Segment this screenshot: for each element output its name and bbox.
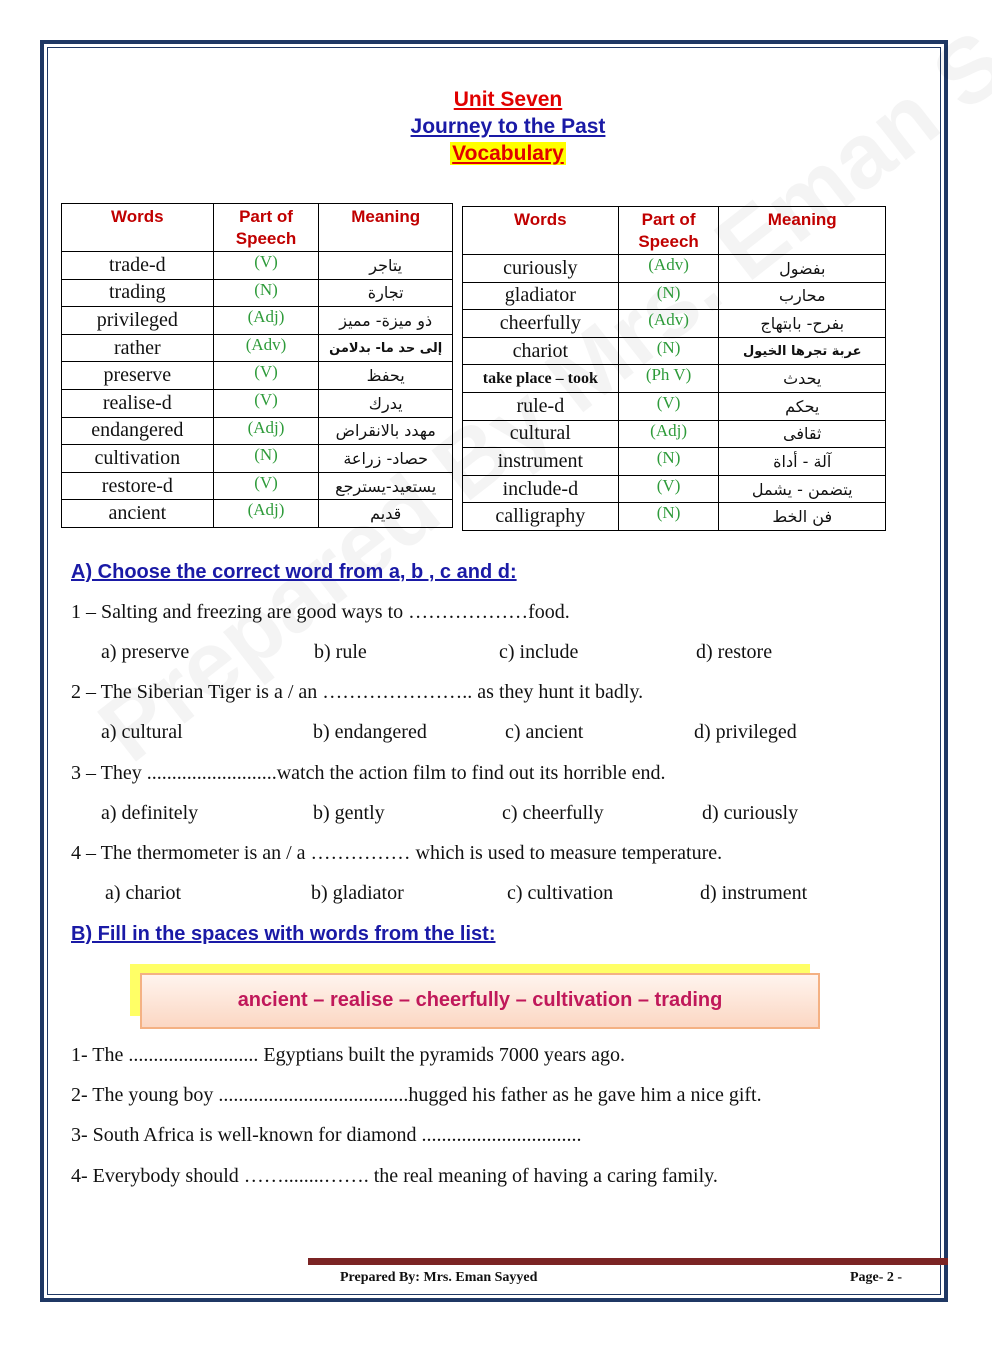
col-header-pos: Part of Speech: [618, 207, 719, 255]
vocab-pos: (N): [618, 448, 719, 476]
vocab-pos: (V): [618, 392, 719, 420]
vocab-word: curiously: [463, 255, 619, 283]
vocab-pos: (V): [213, 389, 319, 417]
q4-option-d: d) instrument: [700, 882, 808, 904]
vocab-pos: (Adj): [213, 500, 319, 528]
vocab-row: [463, 503, 886, 531]
vocab-pos: (N): [618, 337, 719, 365]
vocab-meaning: آلة - أداة: [719, 448, 886, 476]
vocab-meaning: يدرك: [319, 389, 453, 417]
question-2: 2 – The Siberian Tiger is a / an ………………….. as they hunt it badly.: [71, 681, 644, 703]
vocab-row: [62, 472, 453, 500]
vocab-meaning: يتضمن - يشمل: [719, 475, 886, 503]
vocab-pos: (Adv): [618, 310, 719, 338]
q2-option-d: d) privileged: [694, 721, 797, 743]
vocab-pos: (Ph V): [618, 365, 719, 393]
vocab-word: privileged: [62, 307, 214, 335]
q1-option-c: c) include: [499, 641, 579, 663]
col-header-words: Words: [62, 204, 214, 252]
vocab-meaning: يستعيد-يسترجع: [319, 472, 453, 500]
vocab-pos: (Adj): [213, 417, 319, 445]
q1-option-d: d) restore: [696, 641, 773, 663]
vocab-meaning: بفضول: [719, 255, 886, 283]
vocab-meaning: محارب: [719, 282, 886, 310]
vocab-row: [463, 282, 886, 310]
col-header-words: Words: [463, 207, 619, 255]
vocab-word: chariot: [463, 337, 619, 365]
vocab-meaning: ثقافى: [719, 420, 886, 448]
vocab-meaning: يحفظ: [319, 362, 453, 390]
section-b-title: B) Fill in the spaces with words from the list:: [71, 923, 496, 945]
q3-option-b: b) gently: [313, 802, 385, 824]
question-1: 1 – Salting and freezing are good ways to ………………food.: [71, 601, 570, 623]
vocab-row: [62, 445, 453, 473]
vocab-word: take place – took: [463, 365, 619, 393]
vocab-row: [463, 392, 886, 420]
vocab-row: [463, 337, 886, 365]
vocab-meaning: يتاجر: [319, 252, 453, 280]
vocab-meaning: يحدث: [719, 365, 886, 393]
vocab-word: rather: [62, 334, 214, 362]
vocab-meaning: حصاد- زراعة: [319, 445, 453, 473]
vocab-row: [463, 255, 886, 283]
vocab-word: rule-d: [463, 392, 619, 420]
vocab-meaning: فن الخط: [719, 503, 886, 531]
vocab-pos: (Adj): [618, 420, 719, 448]
page-header: [0, 86, 992, 167]
vocab-word: calligraphy: [463, 503, 619, 531]
footer-page-number: Page- 2 -: [850, 1270, 903, 1285]
vocab-word: instrument: [463, 448, 619, 476]
vocab-word: trading: [62, 279, 214, 307]
vocab-word: restore-d: [62, 472, 214, 500]
fill-sentence-2: 2- The young boy ......................................hugged his father as he gave him a nice gift.: [71, 1084, 762, 1106]
lesson-title: Journey to the Past: [410, 115, 606, 138]
vocab-row: [62, 417, 453, 445]
vocab-table-right: [462, 206, 886, 531]
q2-option-a: a) cultural: [101, 721, 183, 743]
vocab-pos: (N): [213, 445, 319, 473]
vocab-row: [62, 362, 453, 390]
vocab-meaning: مهدد بالانقراض: [319, 417, 453, 445]
vocab-row: [463, 448, 886, 476]
q2-option-c: c) ancient: [505, 721, 584, 743]
vocab-meaning: بفرح- بابتهاج: [719, 310, 886, 338]
vocab-meaning: عربة تجرها الخيول: [719, 337, 886, 365]
vocab-word: cultural: [463, 420, 619, 448]
q1-option-b: b) rule: [314, 641, 367, 663]
vocab-row: [62, 500, 453, 528]
vocab-word: gladiator: [463, 282, 619, 310]
q4-option-c: c) cultivation: [507, 882, 614, 904]
vocab-row: [463, 420, 886, 448]
question-3: 3 – They ..........................watch the action film to find out its horrible end.: [71, 762, 666, 784]
fill-sentence-1: 1- The .......................... Egyptians built the pyramids 7000 years ago.: [71, 1044, 625, 1066]
vocab-pos: (V): [213, 472, 319, 500]
vocab-row: [463, 365, 886, 393]
vocab-table-left: [61, 203, 453, 528]
vocab-meaning: تجارة: [319, 279, 453, 307]
vocab-word: ancient: [62, 500, 214, 528]
vocab-pos: (V): [213, 252, 319, 280]
vocab-word: trade-d: [62, 252, 214, 280]
col-header-meaning: Meaning: [719, 207, 886, 255]
col-header-meaning: Meaning: [319, 204, 453, 252]
question-4: 4 – The thermometer is an / a …………… which is used to measure temperature.: [71, 842, 723, 864]
q4-option-b: b) gladiator: [311, 882, 404, 904]
vocab-row: [463, 475, 886, 503]
fill-sentence-4: 4- Everybody should ……........……. the real meaning of having a caring family.: [71, 1165, 718, 1187]
vocab-word: realise-d: [62, 389, 214, 417]
vocab-row: [62, 334, 453, 362]
vocab-word: cheerfully: [463, 310, 619, 338]
word-list-box: ancient – realise – cheerfully – cultivation – trading: [140, 973, 820, 1029]
vocab-word: endangered: [62, 417, 214, 445]
vocab-word: preserve: [62, 362, 214, 390]
q3-option-a: a) definitely: [101, 802, 199, 824]
vocab-row: [62, 252, 453, 280]
vocab-row: [463, 310, 886, 338]
vocab-meaning: قديم: [319, 500, 453, 528]
vocab-row: [62, 279, 453, 307]
vocab-meaning: ذو ميزة- مميز: [319, 307, 453, 335]
vocab-pos: (V): [213, 362, 319, 390]
vocab-pos: (N): [213, 279, 319, 307]
footer-author: Prepared By: Mrs. Eman Sayyed: [340, 1270, 538, 1285]
vocab-pos: (Adv): [618, 255, 719, 283]
vocab-word: include-d: [463, 475, 619, 503]
unit-title: Unit Seven: [453, 88, 563, 111]
q1-option-a: a) preserve: [101, 641, 190, 663]
vocab-row: [62, 307, 453, 335]
vocab-pos: (Adv): [213, 334, 319, 362]
section-a-title: A) Choose the correct word from a, b , c and d:: [71, 561, 517, 583]
vocab-word: cultivation: [62, 445, 214, 473]
vocab-meaning: إلى حد ما- بدلامن: [319, 334, 453, 362]
fill-sentence-3: 3- South Africa is well-known for diamond ................................: [71, 1124, 582, 1146]
vocab-pos: (N): [618, 503, 719, 531]
q3-option-c: c) cheerfully: [502, 802, 604, 824]
col-header-pos: Part of Speech: [213, 204, 319, 252]
vocab-pos: (Adj): [213, 307, 319, 335]
q3-option-d: d) curiously: [702, 802, 799, 824]
vocab-pos: (N): [618, 282, 719, 310]
q2-option-b: b) endangered: [313, 721, 427, 743]
q4-option-a: a) chariot: [105, 882, 182, 904]
footer-bar: [308, 1258, 948, 1265]
vocab-pos: (V): [618, 475, 719, 503]
vocabulary-heading: Vocabulary: [452, 142, 564, 165]
vocab-row: [62, 389, 453, 417]
vocab-meaning: يحكم: [719, 392, 886, 420]
